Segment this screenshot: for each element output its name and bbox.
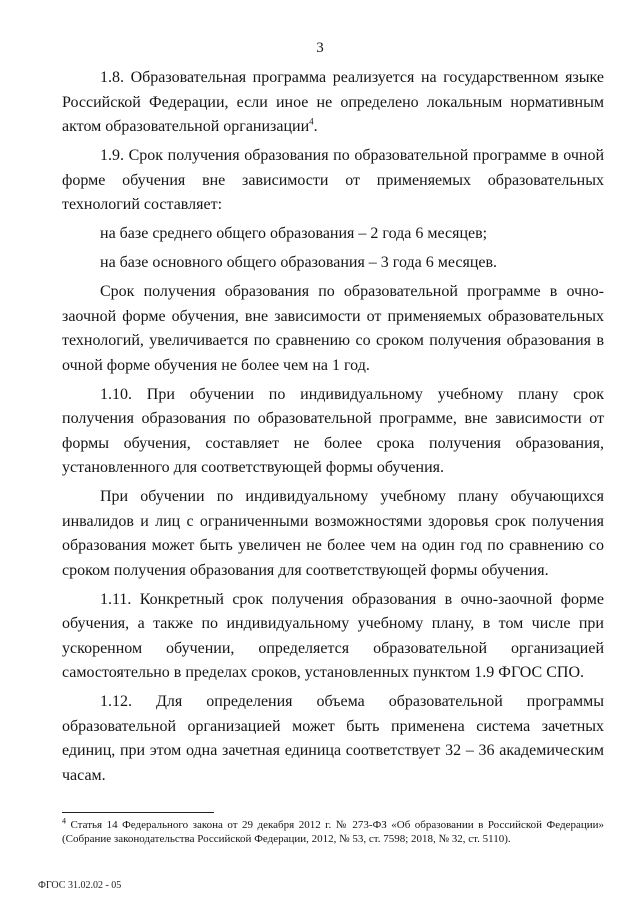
paragraph-1-9: 1.9. Срок получения образования по образовательной программе в очной форме обучения вне зависимости от применяемых образовательных технологий составляет: [62,147,604,213]
footnote [62,818,604,846]
footnote-text: Статья 14 Федерального закона от 29 декабря 2012 г. № 273-ФЗ «Об образовании в Российской Федерации» (Собрание законодательства Российской Федерации, 2012, № 53, ст. 7598; 2018, № 32, ст. 5110). [62,819,604,845]
footnote-reference[interactable]: 4 [309,116,314,127]
footnote-divider [62,812,214,813]
paragraph-text: 1.8. Образовательная программа реализуется на государственном языке Российской Федерации, если иное не определено локальным нормативным актом образовательной организации [62,69,604,135]
document-code: ФГОС 31.02.02 - 05 [38,880,122,891]
footnote-marker: 4 [62,816,66,826]
paragraph-secondary-basis: на базе среднего общего образования – 2 года 6 месяцев; [100,225,488,242]
document-body [62,66,604,793]
paragraph-basic-basis: на базе основного общего образования – 3 года 6 месяцев. [100,254,498,271]
paragraph-1-8 [62,66,604,140]
paragraph-tail: . [313,118,318,135]
paragraph-1-12: 1.12. Для определения объема образовательной программы образовательной организацией может быть применена система зачетных единиц, при этом одна зачетная единица соответствует 32 – 36 академическим часам. [62,693,604,784]
paragraph-part-time-term: Срок получения образования по образовательной программе в очно-заочной форме обучения, вне зависимости от применяемых образовательных технологий, увеличивается по сравнению со сроком получения образования в очной форме обучения не более чем на 1 год. [62,283,604,374]
paragraph-1-11: 1.11. Конкретный срок получения образования в очно-заочной форме обучения, а также по индивидуальному учебному плану, в том числе при ускоренном обучении, определяется образовательной организацией самостоятельно в пределах сроков, установленных пунктом 1.9 ФГОС СПО. [62,590,604,681]
paragraph-1-10: 1.10. При обучении по индивидуальному учебному плану срок получения образования по образовательной программе, вне зависимости от формы обучения, составляет не более срока получения образования, установленного для соответствующей формы обучения. [62,385,604,476]
page-number: 3 [316,40,324,56]
paragraph-disabilities: При обучении по индивидуальному учебному плану обучающихся инвалидов и лиц с ограниченными возможностями здоровья срок получения образования может быть увеличен не более чем на один год по сравнению со сроком получения образования для соответствующей формы обучения. [62,488,604,579]
